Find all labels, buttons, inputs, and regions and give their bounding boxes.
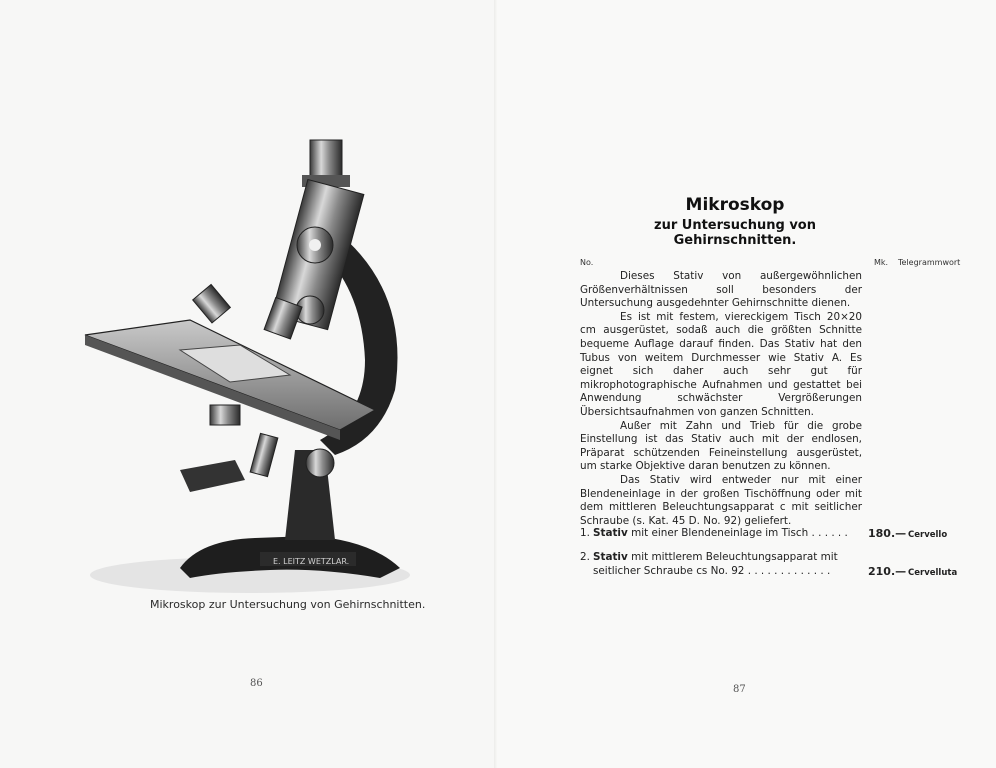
paragraph: Außer mit Zahn und Trieb für die grobe Einstellung ist das Stativ auch mit der endlosen, Präparat schützenden Feineinstellung ausgerüstet, um starke Objektive daran benutzen zu können. [580,419,862,473]
item-text: mit einer Blendeneinlage im Tisch . . . . . . [627,527,848,539]
page-number-left: 86 [250,678,263,689]
page-title: Mikroskop [685,195,785,215]
column-header-telegram: Telegrammwort [898,258,961,267]
item-description [593,527,863,541]
figure-caption: Mikroskop zur Untersuchung von Gehirnschnitten. [150,598,426,611]
engraving-label: E. LEITZ WETZLAR. [273,557,350,566]
item-number: 1. [580,527,590,539]
page-subtitle: zur Untersuchung von Gehirnschnitten. [654,218,816,248]
item-text: mit mittlerem Beleuchtungsapparat mit seitlicher Schraube cs No. 92 . . . . . . . . . . . . . [593,551,838,577]
item-number: 2. [580,551,590,563]
item-description [593,551,863,578]
column-header-no: No. [580,258,594,267]
item-keyword: Stativ [593,527,628,539]
paragraph: Es ist mit festem, viereckigem Tisch 20×20 cm ausgerüstet, sodaß auch die größten Schnitte bequeme Auflage darauf finden. Das Stativ hat den Tubus von weitem Durchmesser wie Stativ A. Es eignet sich daher auch sehr gut für mikrophotographische Aufnahmen und gestattet bei Anwendung schwächster Vergrößerungen Übersichtsaufnahmen von ganzen Schnitten. [580,310,862,418]
item-telegram-word: Cervello [908,530,948,540]
item-price: 210.— [868,565,907,578]
column-header-mk: Mk. [874,258,889,267]
microscope-illustration [80,120,420,600]
item-keyword: Stativ [593,551,628,563]
item-price: 180.— [868,527,907,540]
paragraph: Dieses Stativ von außergewöhnlichen Größenverhältnissen soll besonders der Untersuchung ausgedehnter Gehirnschnitte dienen. [580,270,862,310]
item-telegram-word: Cervelluta [908,568,958,578]
paragraph: Das Stativ wird entweder nur mit einer Blendeneinlage in der großen Tischöffnung oder mit dem mittleren Beleuchtungsapparat c mit seitlicher Schraube (s. Kat. 45 D. No. 92) geliefert. [580,473,862,527]
description-text [580,270,862,528]
price-list-item [580,527,950,543]
page-number-right: 87 [733,684,746,695]
price-list-item [580,551,958,581]
